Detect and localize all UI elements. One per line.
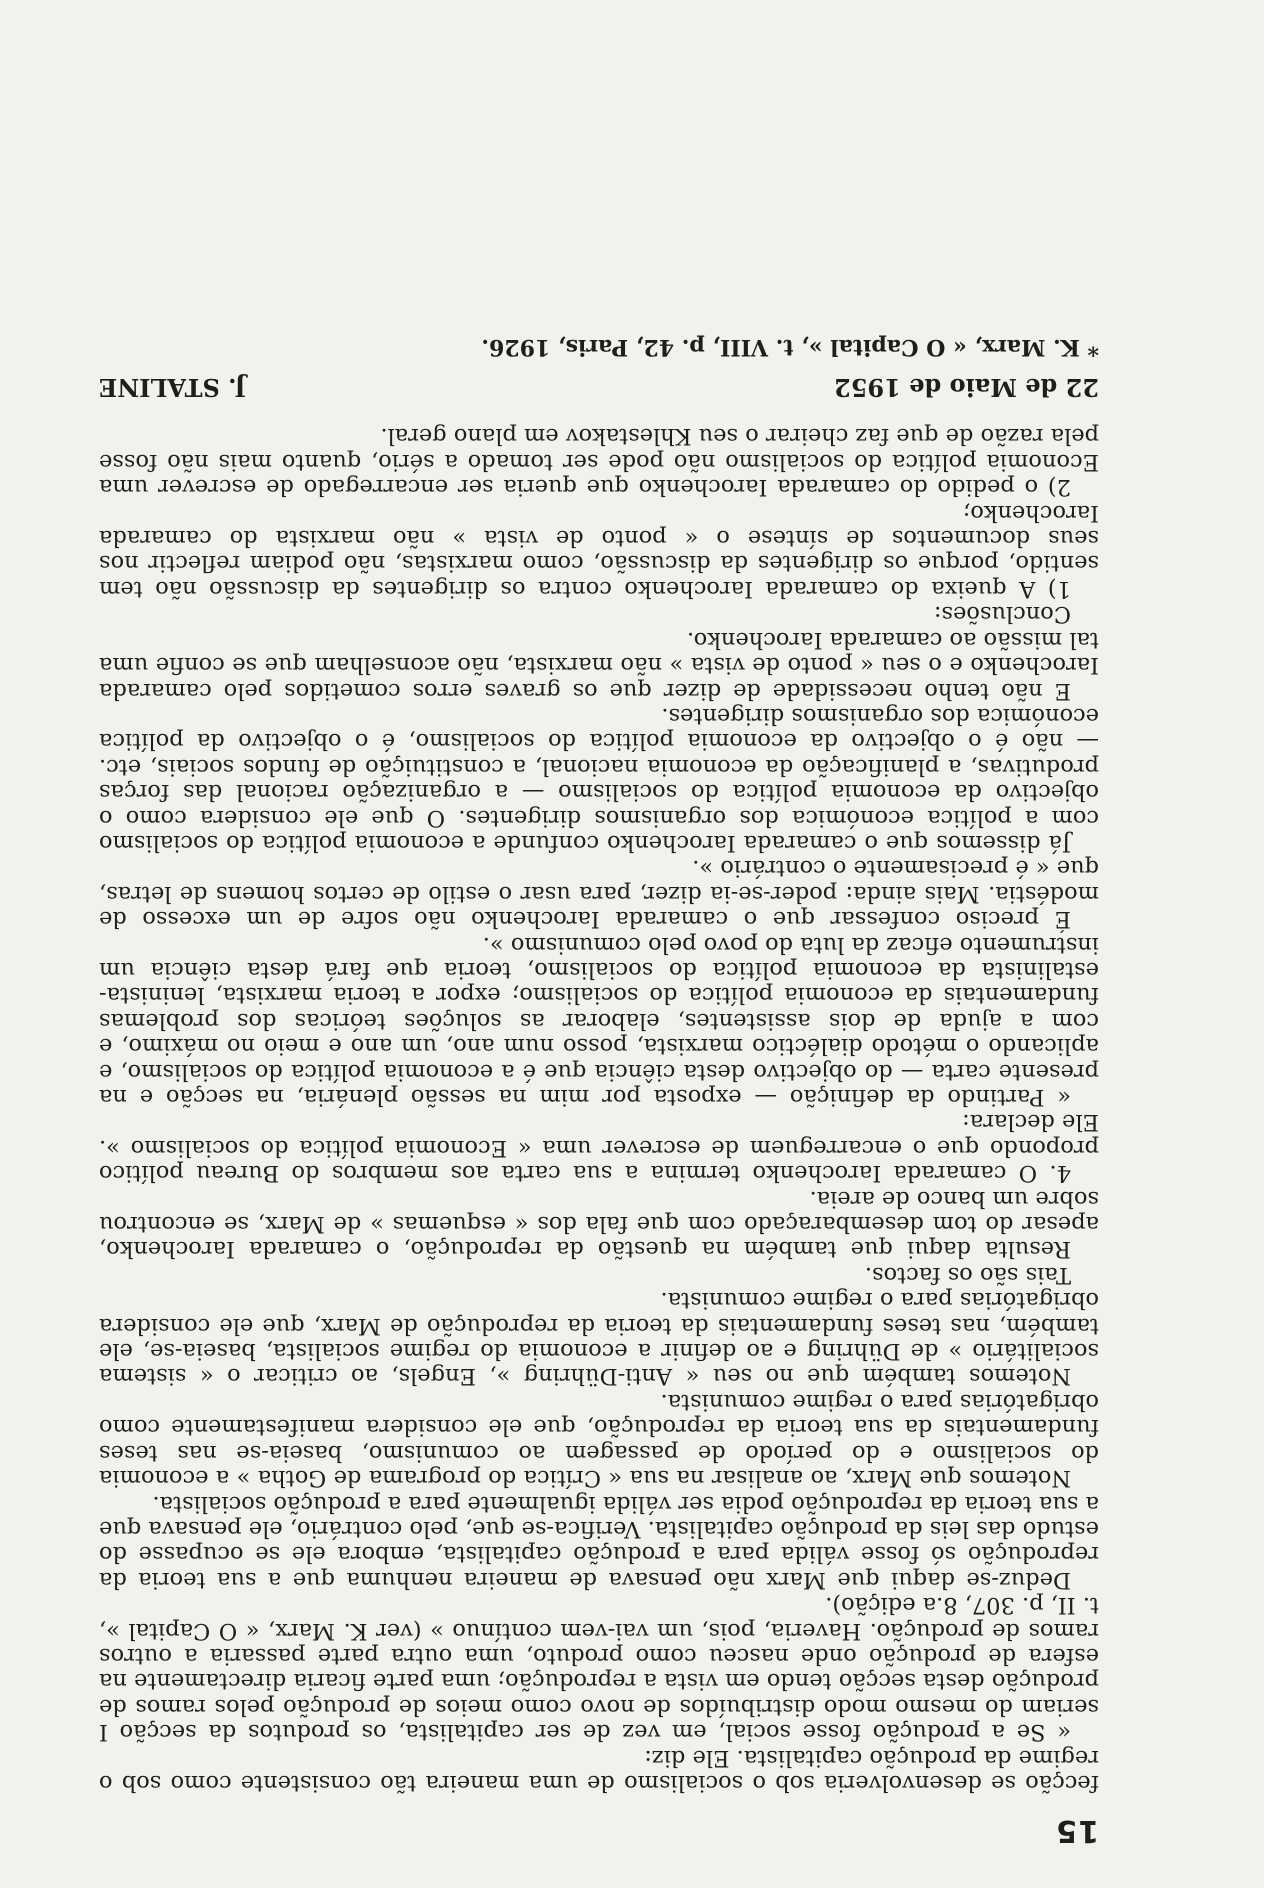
page-footer [99,333,1099,401]
paragraph-5: Tais são os factos. [864,1261,1071,1288]
paragraph-6: Resulta daqui que também na questão da reprodução, o camarada Iarochenko, apesar do tom desembaraçado com que fala dos « esquemas » de Marx, se encontrou sobre um banco de areia. [99,1185,1099,1263]
paragraph-4: Notemos também que no seu « Anti-Dühring », Engels, ao criticar o « sistema socialitário » de Dühring e ao definir a economia do regime socialista, baseia-se, ele também, nas teses fundamentais da teoria da reprodução de Marx, que ele considera obrigatórias para o regime comunista. [99,1287,1099,1390]
paragraph-13: 1) A queixa do camarada Iarochenko contra os dirigentes da discussão não tem sentido, porque os dirigentes da discussão, como marxistas, não podiam reflectir nos seus documentos de síntese o « ponto de vista » não marxista do camarada Iarochenko; [99,499,1099,602]
paragraph-2: Deduz-se daqui que Marx não pensava de maneira nenhuma que a sua teoria da reprodução só fosse válida para a produção capitalista, embora ele se ocupasse do estudo das leis da produção capitalista. Verifica-se que, pelo contrário, ele pensava que a sua teoria da reprodução podia ser válida igualmente para a produção socialista. [99,1490,1099,1593]
paragraph-7: 4. O camarada Iarochenko termina a sua carta aos membros do Bureau político propondo que o encarreguem de escrever uma « Economia política do socialismo ». Ele declara: [99,1109,1099,1187]
page-number: 15 [1055,1813,1099,1848]
paragraph-14: 2) o pedido do camarada Iarochenko que queria ser encarregado de escrever uma Economia política do socialismo não pode ser tomado a sério, quanto mais não fosse pela razão de que faz cheirar o seu Khlestakov em plano geral. [99,423,1099,501]
paragraph-0: fecção se desenvolveria sob o socialismo de uma maneira tão consistente como sob o regime da produção capitalista. Ele diz: [99,1744,1099,1796]
paragraph-11: E não tenho necessidade de dizer que os graves erros cometidos pelo camarada Iarochenko e o seu « ponto de vista » não marxista, não aconselham que se confie uma tal missão ao camarada Iarochenko. [99,626,1099,704]
signature-date: 22 de Maio de 1952 [834,373,1099,403]
paragraph-8: « Partindo da definição — exposta por mim na sessão plenária, na secção e na presente carta — do objectivo desta ciência que é a economia política do socialismo, e aplicando o método dialéctico marxista, posso num ano, um ano e meio no máximo, e com a ajuda de dois assistentes, elaborar as soluções teóricas dos problemas fundamentais da economia política do socialismo; expor a teoria marxista, leninista-estalinista da economia política do socialismo, teoria que fará desta ciência um instrumento eficaz da luta do povo pelo comunismo ». [99,931,1099,1111]
paragraph-9: É preciso confessar que o camarada Iarochenko não sofre de um excesso de modéstia. Mais ainda: poder-se-ia dizer, para usar o estilo de certos homens de letras, que « é precisamente o contrário ». [99,855,1099,933]
text-column [99,48,1099,1848]
signature-row [99,373,1099,401]
paragraph-3: Notemos que Marx, ao analisar na sua « Crítica do programa de Gotha » a economia do socialismo e do período de passagem ao comunismo, baseia-se nas teses fundamentais da sua teoria da reprodução, que ele considera manifestamente como obrigatórias para o regime comunista. [99,1388,1099,1492]
paragraph-12: Conclusões: [933,601,1071,628]
body-text [99,423,1099,1795]
signature-author: J. STALINE [99,373,247,403]
paragraph-1: « Se a produção fosse social, em vez de ser capitalista, os produtos da secção I seriam do mesmo modo distribuídos de novo como meios de produção pelos ramos de produção desta secção tendo em vista a reprodução; uma parte ficaria directamente na esfera de produção onde nasceu como produto, uma outra parte passaria a outros ramos de produção. Haveria, pois, um vai-vem contínuo » (ver K. Marx, « O Capital », t. II, p. 307, 8.a edição). [98,1592,1099,1746]
footnote: * K. Marx, « O Capital », t. VIII, p. 42, Paris, 1926. [481,334,1099,361]
paragraph-10: Já dissemos que o camarada Iarochenko confunde a economia política do socialismo com a política económica dos organismos dirigentes. O que ele considera como o objectivo da economia política do socialismo — a organização racional das forças produtivas, a planificação da economia nacional, a constituição de fundos sociais, etc. — não é o objectivo da economia política do socialismo, é o objectivo da política económica dos organismos dirigentes. [99,702,1099,856]
